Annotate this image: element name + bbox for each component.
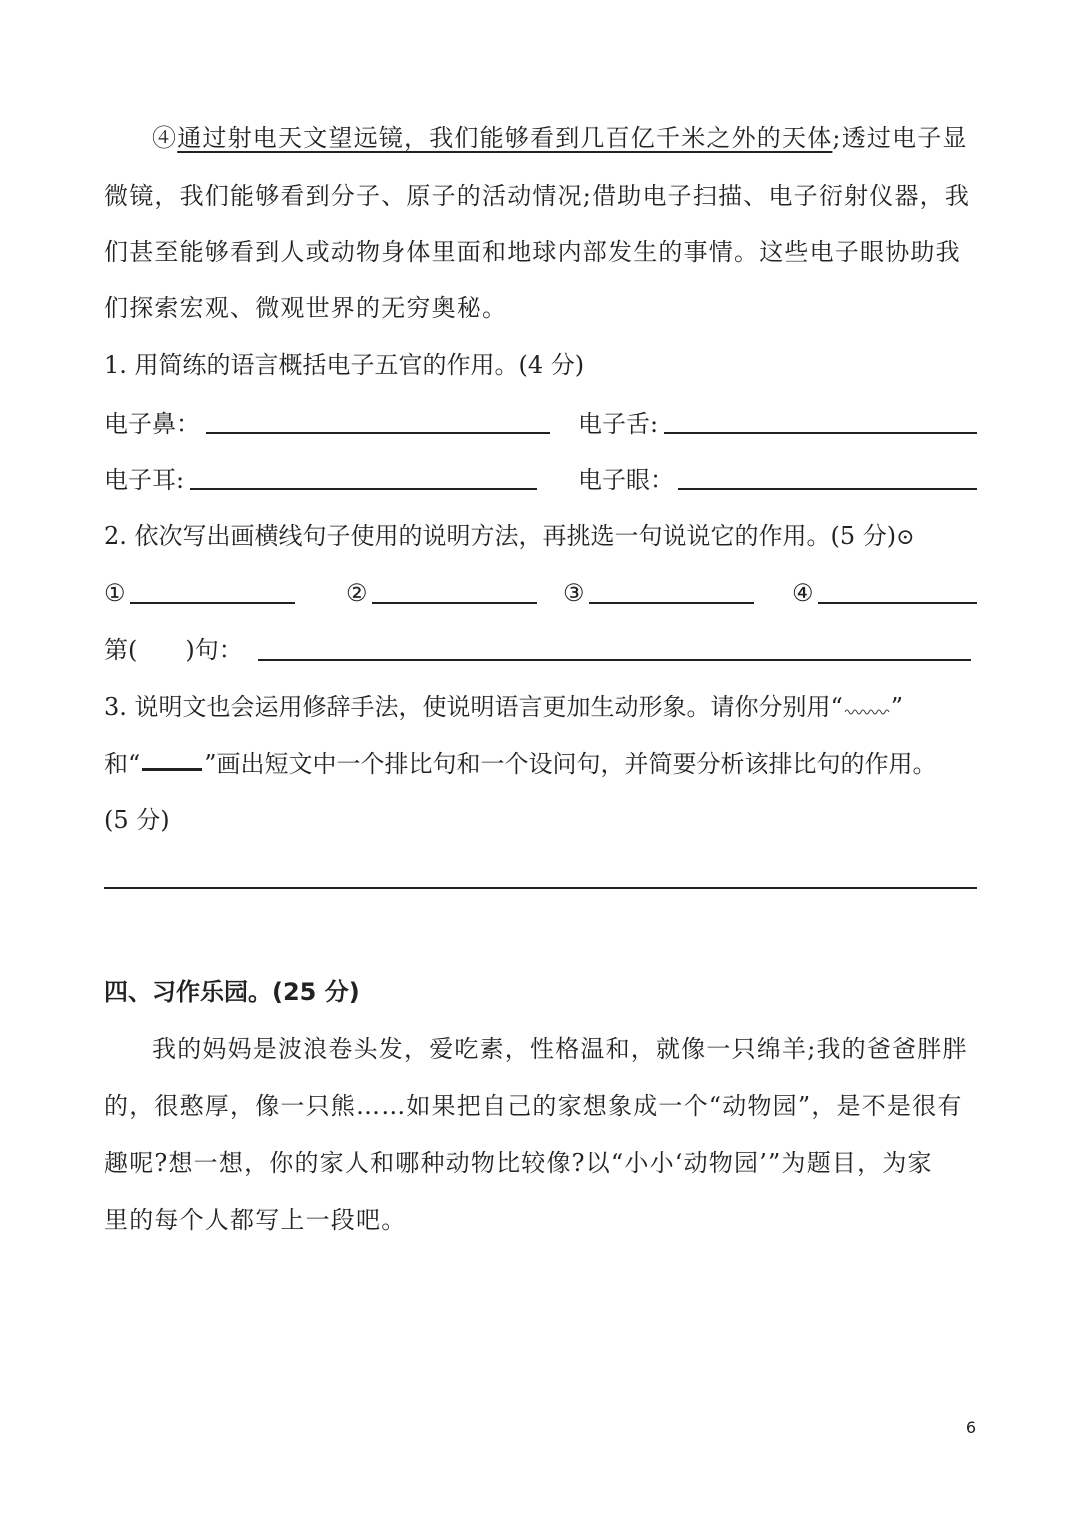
circle-dot-icon: ⊙ (896, 525, 915, 550)
q3-line-1-text: 3. 说明文也会运用修辞手法，使说明语言更加生动形象。请你分别用“ (104, 693, 843, 721)
eye-label: 电子眼： (578, 466, 674, 494)
underlined-sentence-4: 通过射电天文望远镜，我们能够看到几百亿千米之外的天体 (177, 124, 833, 152)
q3-line-1-end: ” (890, 693, 904, 721)
q2-blank-2[interactable] (372, 602, 537, 604)
section-4-heading: 四、习作乐园。(25 分) (104, 978, 360, 1006)
q2-sentence-label: 第( )句： (104, 636, 243, 664)
q3-line-2 (104, 748, 937, 780)
section-4-line-3: 趣呢?想一想，你的家人和哪种动物比较像?以“小小‘动物园’”为题目，为家 (104, 1149, 933, 1177)
passage-line-4: 们探索宏观、微观世界的无穷奥秘。 (104, 294, 508, 322)
q3-line-1 (104, 691, 903, 723)
wavy-line-icon (843, 702, 891, 716)
passage-line-3: 们甚至能够看到人或动物身体里面和地球内部发生的事情。这些电子眼协助我 (104, 238, 961, 266)
passage-line-2: 微镜，我们能够看到分子、原子的活动情况;借助电子扫描、电子衍射仪器，我 (104, 182, 971, 210)
tongue-answer-blank[interactable] (664, 432, 977, 434)
straight-line-icon (142, 768, 202, 771)
q2-blank-2-label: ② (346, 579, 368, 607)
q2-blank-3[interactable] (589, 602, 754, 604)
q2-blank-1-label: ① (104, 579, 126, 607)
q2-sentence-answer-blank[interactable] (258, 659, 971, 661)
q2-prompt (104, 520, 915, 554)
q2-blank-3-label: ③ (563, 579, 585, 607)
passage-line-1 (152, 122, 968, 154)
page-number: 6 (965, 1418, 976, 1437)
passage-line-1-suffix: ;透过电子显 (832, 124, 968, 152)
eye-answer-blank[interactable] (678, 488, 977, 490)
nose-label: 电子鼻： (104, 410, 200, 438)
section-4-line-2: 的，很憨厚，像一只熊……如果把自己的家想象成一个“动物园”，是不是很有 (104, 1092, 963, 1120)
q3-answer-blank[interactable] (104, 887, 977, 889)
ear-answer-blank[interactable] (190, 488, 537, 490)
nose-answer-blank[interactable] (206, 432, 550, 434)
q3-line-2-start: 和“ (104, 750, 141, 778)
section-4-line-4: 里的每个人都写上一段吧。 (104, 1206, 407, 1234)
q2-blank-4-label: ④ (792, 579, 814, 607)
ear-label: 电子耳: (104, 466, 185, 494)
passage-marker: ④ (152, 124, 178, 152)
q3-line-3: (5 分) (104, 806, 170, 834)
q3-line-2-text: ”画出短文中一个排比句和一个设问句，并简要分析该排比句的作用。 (204, 750, 937, 778)
q1-prompt: 1. 用简练的语言概括电子五官的作用。(4 分) (104, 351, 585, 379)
q2-blank-4[interactable] (818, 602, 977, 604)
q2-blank-1[interactable] (130, 602, 295, 604)
q2-prompt-text: 2. 依次写出画横线句子使用的说明方法，再挑选一句说说它的作用。(5 分) (104, 522, 897, 550)
section-4-line-1: 我的妈妈是波浪卷头发，爱吃素，性格温和，就像一只绵羊;我的爸爸胖胖 (152, 1035, 968, 1063)
tongue-label: 电子舌: (578, 410, 659, 438)
